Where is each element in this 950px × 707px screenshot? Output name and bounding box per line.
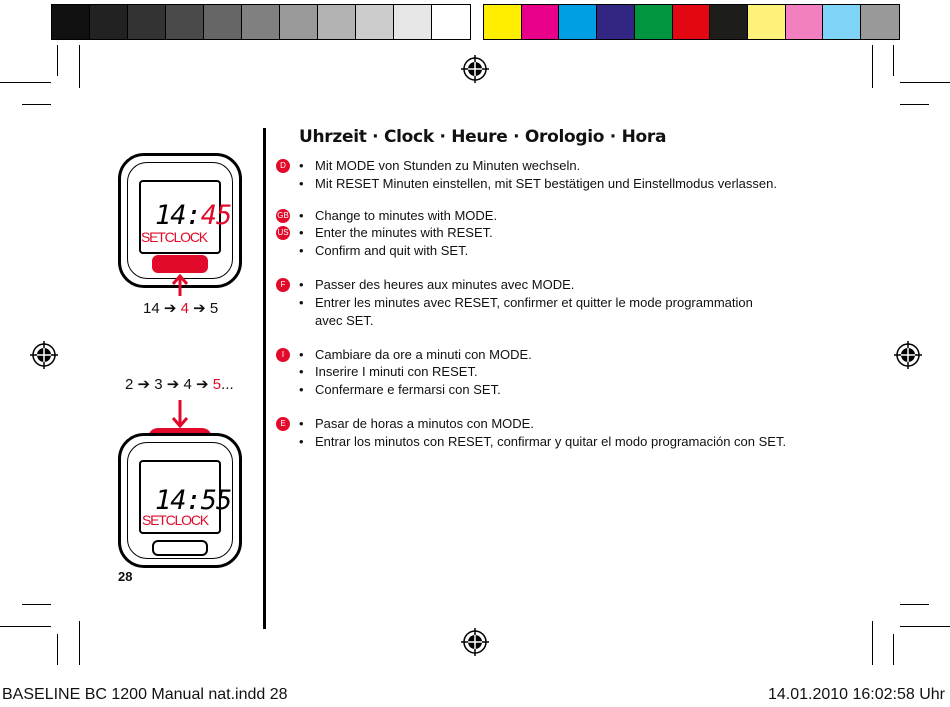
language-badge-us: US <box>276 226 290 240</box>
crop-mark <box>79 621 80 665</box>
color-swatch <box>710 5 748 39</box>
color-swatch <box>204 5 242 39</box>
instruction-line: • Confirm and quit with SET. <box>299 243 469 258</box>
crop-mark <box>900 82 950 83</box>
crop-mark <box>872 45 873 88</box>
crop-mark <box>893 634 894 665</box>
language-badge-de: D <box>276 159 290 173</box>
color-swatch <box>242 5 280 39</box>
color-swatch <box>748 5 786 39</box>
instruction-line: • Inserire I minuti con RESET. <box>299 364 478 379</box>
crop-mark <box>900 104 929 105</box>
language-badge-gb: GB <box>276 209 290 223</box>
crop-mark <box>57 45 58 76</box>
setclock-label: SETCLOCK <box>142 512 208 528</box>
setclock-label: SETCLOCK <box>141 229 207 245</box>
crop-mark <box>900 626 950 627</box>
footer-timestamp: 14.01.2010 16:02:58 Uhr <box>767 686 945 703</box>
color-swatch <box>128 5 166 39</box>
color-swatch <box>52 5 90 39</box>
page-heading: Uhrzeit · Clock · Heure · Orologio · Hora <box>299 127 667 147</box>
page-number: 28 <box>118 569 133 584</box>
lower-button <box>152 540 208 556</box>
color-swatch <box>673 5 711 39</box>
instruction-line: • Mit RESET Minuten einstellen, mit SET bestätigen und Einstellmodus verlassen. <box>299 176 777 191</box>
language-badge-es: E <box>276 417 290 431</box>
crop-mark <box>22 104 51 105</box>
footer-file-info: BASELINE BC 1200 Manual nat.indd 28 <box>2 686 288 703</box>
instruction-line: • Passer des heures aux minutes avec MODE. <box>299 277 575 292</box>
registration-mark-icon <box>461 628 489 656</box>
value-sequence: 2 ➔ 3 ➔ 4 ➔ 5... <box>125 376 234 393</box>
arrow-up-icon <box>172 274 188 298</box>
crop-mark <box>872 621 873 665</box>
color-swatch <box>432 5 470 39</box>
instruction-line: • Pasar de horas a minutos con MODE. <box>299 416 534 431</box>
color-swatch <box>280 5 318 39</box>
registration-mark-icon <box>30 341 58 369</box>
color-swatch <box>90 5 128 39</box>
instruction-line: • Change to minutes with MODE. <box>299 208 498 223</box>
crop-mark <box>79 45 80 88</box>
clock-display: 14:55 <box>155 485 232 516</box>
instruction-line: • Cambiare da ore a minuti con MODE. <box>299 347 532 362</box>
crop-mark <box>893 45 894 76</box>
crop-mark <box>900 604 929 605</box>
grayscale-color-bar <box>51 4 471 40</box>
color-swatch <box>522 5 560 39</box>
color-swatch <box>318 5 356 39</box>
color-swatch <box>484 5 522 39</box>
color-swatch <box>356 5 394 39</box>
crop-mark <box>0 626 51 627</box>
color-swatch <box>786 5 824 39</box>
color-swatch <box>166 5 204 39</box>
process-color-bar <box>483 4 900 40</box>
color-swatch <box>861 5 899 39</box>
registration-mark-icon <box>461 55 489 83</box>
color-swatch <box>635 5 673 39</box>
crop-mark <box>22 604 51 605</box>
value-sequence: 14 ➔ 4 ➔ 5 <box>143 300 219 317</box>
set-button <box>152 255 208 273</box>
color-swatch <box>559 5 597 39</box>
color-swatch <box>394 5 432 39</box>
arrow-down-icon <box>172 398 188 428</box>
clock-display: 14:45 <box>155 200 232 231</box>
crop-mark <box>0 82 51 83</box>
instruction-line: • Entrar los minutos con RESET, confirmar y quitar el modo programación con SET. <box>299 434 787 449</box>
crop-mark <box>57 634 58 665</box>
instruction-line-continued: avec SET. <box>315 313 374 328</box>
color-swatch <box>597 5 635 39</box>
column-divider <box>263 128 266 629</box>
color-swatch <box>823 5 861 39</box>
instruction-line: • Confermare e fermarsi con SET. <box>299 382 501 397</box>
language-badge-it: I <box>276 348 290 362</box>
instruction-line: • Entrer les minutes avec RESET, confirmer et quitter le mode programmation <box>299 295 753 310</box>
registration-mark-icon <box>894 341 922 369</box>
instruction-line: • Enter the minutes with RESET. <box>299 225 493 240</box>
instruction-line: • Mit MODE von Stunden zu Minuten wechseln. <box>299 158 581 173</box>
language-badge-fr: F <box>276 278 290 292</box>
